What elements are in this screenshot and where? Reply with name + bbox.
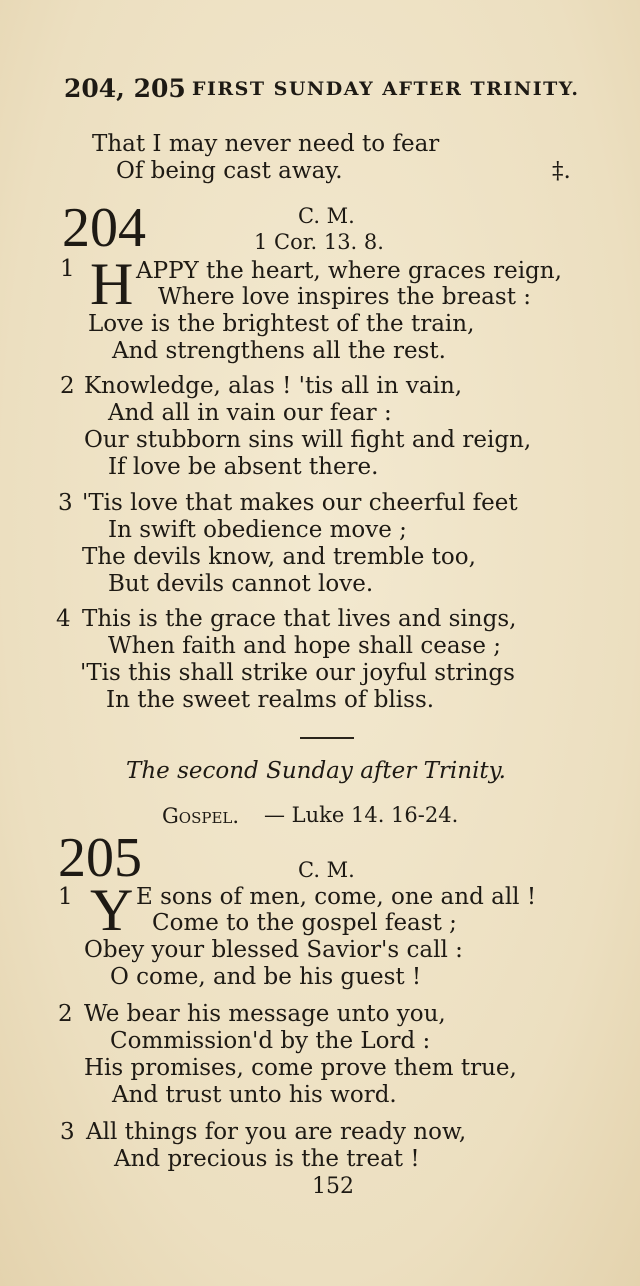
- section-title: The second Sunday after Trinity.: [126, 758, 506, 784]
- hymn-205-v3-line-1: All things for you are ready now,: [86, 1119, 467, 1145]
- prev-hymn-mark: ‡.: [552, 158, 571, 184]
- hymn-204-reference: 1 Cor. 13. 8.: [254, 230, 384, 254]
- prev-hymn-line-1: That I may never need to fear: [92, 131, 440, 157]
- hymn-204-v2-line-2: And all in vain our fear :: [108, 400, 392, 426]
- hymn-204-v4-line-2: When faith and hope shall cease ;: [108, 633, 502, 659]
- hymn-204-v3-line-3: The devils know, and tremble too,: [82, 544, 476, 570]
- hymn-205-verse-2-number: 2: [58, 1001, 73, 1027]
- hymn-204-v1-line-4: And strengthens all the rest.: [112, 338, 446, 364]
- gospel-label: Gospel.: [162, 804, 240, 828]
- prev-hymn-line-2: Of being cast away.: [116, 158, 343, 184]
- hymn-204-drop-cap: H: [90, 251, 134, 317]
- hymn-205-v1-line-2: Come to the gospel feast ;: [152, 910, 457, 936]
- hymn-204-verse-2-number: 2: [60, 373, 75, 399]
- hymn-204-v3-line-4: But devils cannot love.: [108, 571, 374, 597]
- hymn-204-verse-3-number: 3: [58, 490, 73, 516]
- hymn-205-v2-line-4: And trust unto his word.: [112, 1082, 397, 1108]
- hymn-205-drop-cap: Y: [90, 877, 134, 943]
- hymn-204-v3-line-1: 'Tis love that makes our cheerful feet: [82, 490, 518, 516]
- hymn-205-verse-3-number: 3: [60, 1119, 75, 1145]
- hymn-204-v4-line-3: 'Tis this shall strike our joyful strings: [80, 660, 515, 686]
- hymn-204-verse-4-number: 4: [56, 606, 71, 632]
- hymn-205-v2-line-3: His promises, come prove them true,: [84, 1055, 517, 1081]
- hymn-205-meter: C. M.: [298, 858, 355, 882]
- hymn-205-v1-line-3: Obey your blessed Savior's call :: [84, 937, 463, 963]
- page-header-title: FIRST SUNDAY AFTER TRINITY.: [192, 78, 580, 100]
- hymn-204-v2-line-4: If love be absent there.: [108, 454, 379, 480]
- hymn-204-v2-line-1: Knowledge, alas ! 'tis all in vain,: [84, 373, 463, 399]
- page-number: 152: [312, 1174, 354, 1199]
- hymn-204-v1-line-1: APPY the heart, where graces reign,: [136, 258, 562, 284]
- hymn-205-v3-line-2: And precious is the treat !: [114, 1146, 420, 1172]
- hymn-205-number: 205: [58, 827, 142, 889]
- hymn-204-v1-line-3: Love is the brightest of the train,: [88, 311, 475, 337]
- gospel-reference: — Luke 14. 16-24.: [264, 803, 459, 827]
- hymn-204-meter: C. M.: [298, 204, 355, 228]
- hymn-205-v1-line-4: O come, and be his guest !: [110, 964, 422, 990]
- hymn-205-v2-line-2: Commission'd by the Lord :: [110, 1028, 431, 1054]
- hymn-204-v2-line-3: Our stubborn sins will fight and reign,: [84, 427, 532, 453]
- section-divider: [300, 737, 354, 739]
- page-header-hymn-numbers: 204, 205: [64, 74, 186, 103]
- hymn-204-verse-1-number: 1: [60, 256, 75, 282]
- hymn-204-number: 204: [62, 197, 146, 259]
- hymn-204-v1-line-2: Where love inspires the breast :: [158, 284, 531, 310]
- hymn-205-v1-line-1: E sons of men, come, one and all !: [136, 884, 537, 910]
- hymn-204-v3-line-2: In swift obedience move ;: [108, 517, 407, 543]
- hymn-204-v4-line-4: In the sweet realms of bliss.: [106, 687, 435, 713]
- hymn-204-v4-line-1: This is the grace that lives and sings,: [82, 606, 517, 632]
- hymn-205-v2-line-1: We bear his message unto you,: [84, 1001, 446, 1027]
- hymn-205-verse-1-number: 1: [58, 884, 73, 910]
